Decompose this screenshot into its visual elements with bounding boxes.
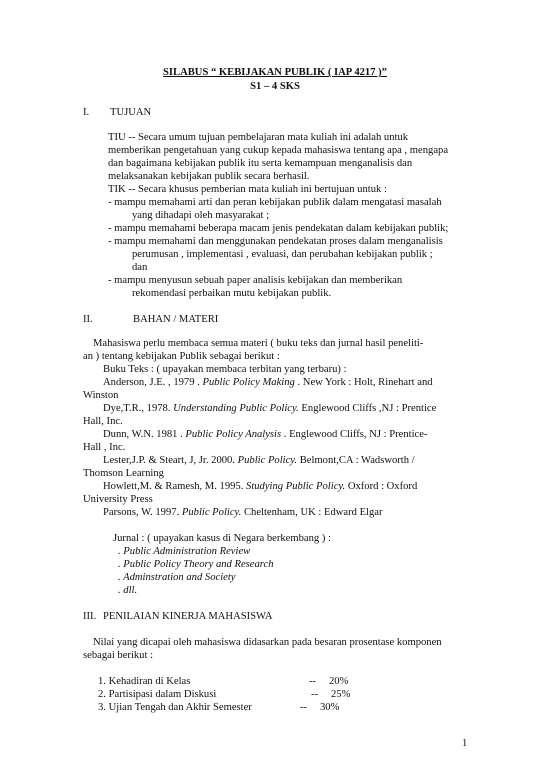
reference-entry: Dye,T.R., 1978. Understanding Public Policy. Englewood Cliffs ,NJ : Prentice [103,403,437,414]
journal-item: . Public Administration Review [118,546,251,557]
intro-line: Mahasiswa perlu membaca semua materi ( buku teks dan jurnal hasil peneliti- [93,338,424,349]
list-item-continuation: rekomendasi perbaikan mutu kebijakan publik. [132,288,332,299]
tiu-line: TIU -- Secara umum tujuan pembelajaran mata kuliah ini adalah untuk [108,132,409,143]
journal-item: . dll. [118,585,138,596]
list-item: - mampu menyusun sebuah paper analisis kebijakan dan memberikan [108,275,403,286]
journal-item: . Adminstration and Society [118,572,236,583]
reference-entry: Dunn, W.N. 1981 . Public Policy Analysis . Englewood Cliffs, NJ : Prentice- [103,429,428,440]
component-label: 2. Partisipasi dalam Diskusi [98,689,217,700]
reference-entry: Howlett,M. & Ramesh, M. 1995. Studying Public Policy. Oxford : Oxford [103,481,418,492]
list-item-continuation: yang dihadapi oleh masyarakat ; [132,210,270,221]
tik-line: TIK -- Secara khusus pemberian mata kuliah ini bertujuan untuk : [108,184,387,195]
section-1-number: I. [83,107,90,118]
component-percent: 25% [331,689,351,700]
component-dash: -- [309,676,317,687]
reference-continuation: University Press [83,494,153,505]
component-label: 1. Kehadiran di Kelas [98,676,191,687]
section-1-title: TUJUAN [110,107,152,118]
reference-continuation: Hall, Inc. [83,416,123,427]
component-dash: -- [300,702,308,713]
reference-entry: Parsons, W. 1997. Public Policy. Cheltenham, UK : Edward Elgar [103,507,383,518]
assessment-intro-line: Nilai yang dicapai oleh mahasiswa didasarkan pada besaran prosentase komponen [93,637,442,648]
component-percent: 20% [329,676,349,687]
reference-entry: Anderson, J.E. , 1979 . Public Policy Making . New York : Holt, Rinehart and [103,377,433,388]
section-2-title: BAHAN / MATERI [133,314,219,325]
reference-continuation: Thomson Learning [83,468,164,479]
list-item: - mampu memahami beberapa macam jenis pendekatan dalam kebijakan publik; [108,223,449,234]
component-dash: -- [311,689,319,700]
tiu-line: melaksanakan kebijakan publik secara berhasil. [108,171,310,182]
list-item-continuation: perumusan , implementasi , evaluasi, dan perubahan kebijakan publik ; [132,249,433,260]
list-item-continuation: dan [132,262,148,273]
syllabus-title: SILABUS “ KEBIJAKAN PUBLIK ( IAP 4217 )” [163,67,387,78]
journal-heading: Jurnal : ( upayakan kasus di Negara berkembang ) : [113,533,331,544]
syllabus-subtitle: S1 – 4 SKS [250,81,300,92]
page-number: 1 [462,738,468,749]
list-item: - mampu memahami arti dan peran kebijakan publik dalam mengatasi masalah [108,197,442,208]
journal-item: . Public Policy Theory and Research [118,559,274,570]
component-percent: 30% [320,702,340,713]
textbook-heading: Buku Teks : ( upayakan membaca terbitan yang terbaru) : [103,364,347,375]
intro-line: an ) tentang kebijakan Publik sebagai berikut : [83,351,280,362]
section-3-number: III. [83,611,97,622]
reference-continuation: Hall , Inc. [83,442,126,453]
tiu-line: memberikan pengetahuan yang cukup kepada mahasiswa tentang apa , mengapa [108,145,449,156]
list-item: - mampu memahami dan menggunakan pendekatan proses dalam menganalisis [108,236,443,247]
assessment-intro-line: sebagai berikut : [83,650,154,661]
section-2-number: II. [83,314,93,325]
section-3-title: PENILAIAN KINERJA MAHASISWA [103,611,273,622]
reference-entry: Lester,J.P. & Steart, J, Jr. 2000. Public Policy. Belmont,CA : Wadsworth / [103,455,415,466]
component-label: 3. Ujian Tengah dan Akhir Semester [98,702,252,713]
reference-continuation: Winston [83,390,119,401]
tiu-line: dan bagaimana kebijakan publik itu serta kemampuan menganalisis dan [108,158,413,169]
